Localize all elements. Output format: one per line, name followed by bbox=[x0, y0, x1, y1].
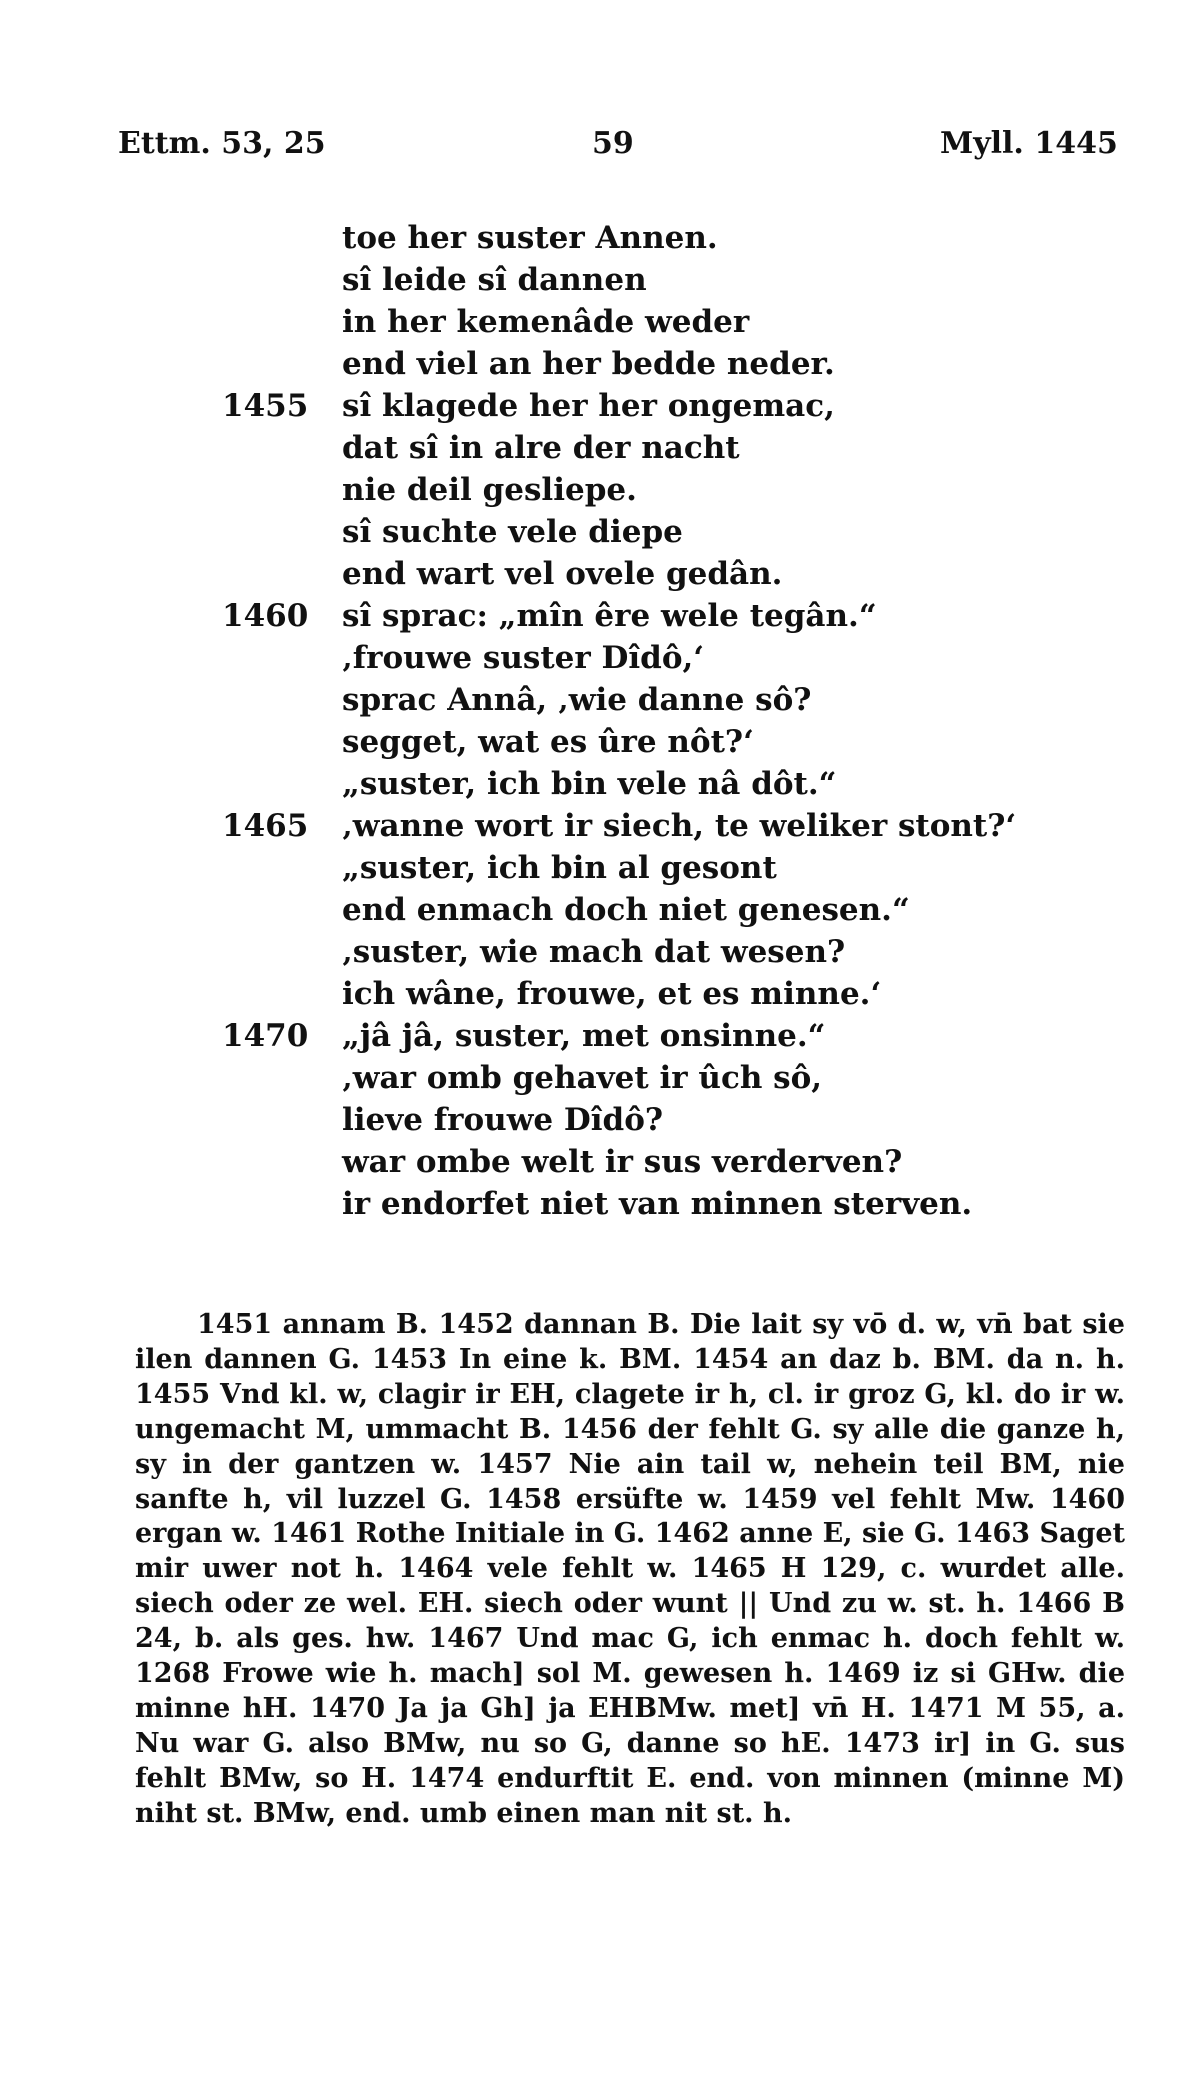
verse-line bbox=[0, 472, 1200, 514]
verse-line-text: ‚wanne wort ir siech, te weliker stont?‘ bbox=[342, 808, 1017, 844]
verse-line bbox=[0, 934, 1200, 976]
verse-line-text: war ombe welt ir sus verderven? bbox=[342, 1144, 903, 1180]
verse-line-text: „suster, ich bin al gesont bbox=[342, 850, 777, 886]
verse-line-text: ‚frouwe suster Dîdô,‘ bbox=[342, 640, 705, 676]
verse-line bbox=[0, 598, 1200, 640]
verse-line-text: end viel an her bedde neder. bbox=[342, 346, 835, 382]
verse-line bbox=[0, 430, 1200, 472]
verse-line bbox=[0, 1060, 1200, 1102]
verse-line bbox=[0, 1186, 1200, 1228]
line-number: 1470 bbox=[222, 1018, 309, 1054]
header-right-reference: Myll. 1445 bbox=[940, 126, 1118, 161]
verse-line bbox=[0, 892, 1200, 934]
verse-line bbox=[0, 808, 1200, 850]
verse-line bbox=[0, 1018, 1200, 1060]
line-number: 1465 bbox=[222, 808, 309, 844]
verse-line-text: ‚suster, wie mach dat wesen? bbox=[342, 934, 846, 970]
verse-line-text: in her kemenâde weder bbox=[342, 304, 750, 340]
verse-line-text: „suster, ich bin vele nâ dôt.“ bbox=[342, 766, 837, 802]
verse-line-text: ich wâne, frouwe, et es minne.‘ bbox=[342, 976, 882, 1012]
verse-line bbox=[0, 850, 1200, 892]
verse-line bbox=[0, 1144, 1200, 1186]
verse-line-text: dat sî in alre der nacht bbox=[342, 430, 740, 466]
verse-line bbox=[0, 262, 1200, 304]
verse-line-text: end enmach doch niet genesen.“ bbox=[342, 892, 910, 928]
verse-line bbox=[0, 640, 1200, 682]
verse-line-text: ir endorfet niet van minnen sterven. bbox=[342, 1186, 973, 1222]
verse-line-text: segget, wat es ûre nôt?‘ bbox=[342, 724, 754, 760]
page-header bbox=[0, 126, 1200, 166]
verse-line-text: „jâ jâ, suster, met onsinne.“ bbox=[342, 1018, 826, 1054]
verse-line bbox=[0, 220, 1200, 262]
verse-line bbox=[0, 976, 1200, 1018]
verse-line-text: sî klagede her her ongemac, bbox=[342, 388, 835, 424]
verse-line-text: toe her suster Annen. bbox=[342, 220, 718, 256]
header-left-reference: Ettm. 53, 25 bbox=[118, 126, 326, 161]
critical-apparatus bbox=[135, 1308, 1125, 1832]
verse-line-text: lieve frouwe Dîdô? bbox=[342, 1102, 664, 1138]
verse-line-text: sî leide sî dannen bbox=[342, 262, 647, 298]
verse-line bbox=[0, 1102, 1200, 1144]
verse-line bbox=[0, 556, 1200, 598]
verse-line bbox=[0, 304, 1200, 346]
verse-line bbox=[0, 514, 1200, 556]
verse-line bbox=[0, 346, 1200, 388]
verse-line bbox=[0, 766, 1200, 808]
verse-line-text: sprac Annâ, ‚wie danne sô? bbox=[342, 682, 812, 718]
verse-line bbox=[0, 682, 1200, 724]
verse-line bbox=[0, 388, 1200, 430]
verse-line-text: ‚war omb gehavet ir ûch sô, bbox=[342, 1060, 823, 1096]
verse-line-text: nie deil gesliepe. bbox=[342, 472, 637, 508]
verse-line-text: sî suchte vele diepe bbox=[342, 514, 683, 550]
verse-line-text: end wart vel ovele gedân. bbox=[342, 556, 783, 592]
apparatus-notes: 1451 annam B. 1452 dannan B. Die lait sy vō d. w, vn̄ bat sie ilen dannen G. 1453 In eine k. BM. 1454 an daz b. BM. da n. h. 1455 Vnd kl. w, clagir ir EH, clagete ir h, cl. ir groz G, kl. do ir w. ungemacht M, ummacht B. 1456 der fehlt G. sy alle die ganze h, sy in der gantzen w. 1457 Nie ain tail w, nehein teil BM, nie sanfte h, vil luzzel G. 1458 ersüfte w. 1459 vel fehlt Mw. 1460 ergan w. 1461 Rothe Initiale in G. 1462 anne E, sie G. 1463 Saget mir uwer not h. 1464 vele fehlt w. 1465 H 129, c. wurdet alle. siech oder ze wel. EH. siech oder wunt || Und zu w. st. h. 1466 B 24, b. als ges. hw. 1467 Und mac G, ich enmac h. doch fehlt w. 1268 Frowe wie h. mach] sol M. gewesen h. 1469 iz si GHw. die minne hH. 1470 Ja ja Gh] ja EHBMw. met] vn̄ H. 1471 M 55, a. Nu war G. also BMw, nu so G, danne so hE. 1473 ir] in G. sus fehlt BMw, so H. 1474 endurftit E. end. von minnen (minne M) niht st. BMw, end. umb einen man nit st. h. bbox=[135, 1309, 1125, 1829]
line-number: 1460 bbox=[222, 598, 309, 634]
verse-line bbox=[0, 724, 1200, 766]
page-number: 59 bbox=[592, 126, 634, 161]
verse-line-text: sî sprac: „mîn êre wele tegân.“ bbox=[342, 598, 877, 634]
line-number: 1455 bbox=[222, 388, 309, 424]
